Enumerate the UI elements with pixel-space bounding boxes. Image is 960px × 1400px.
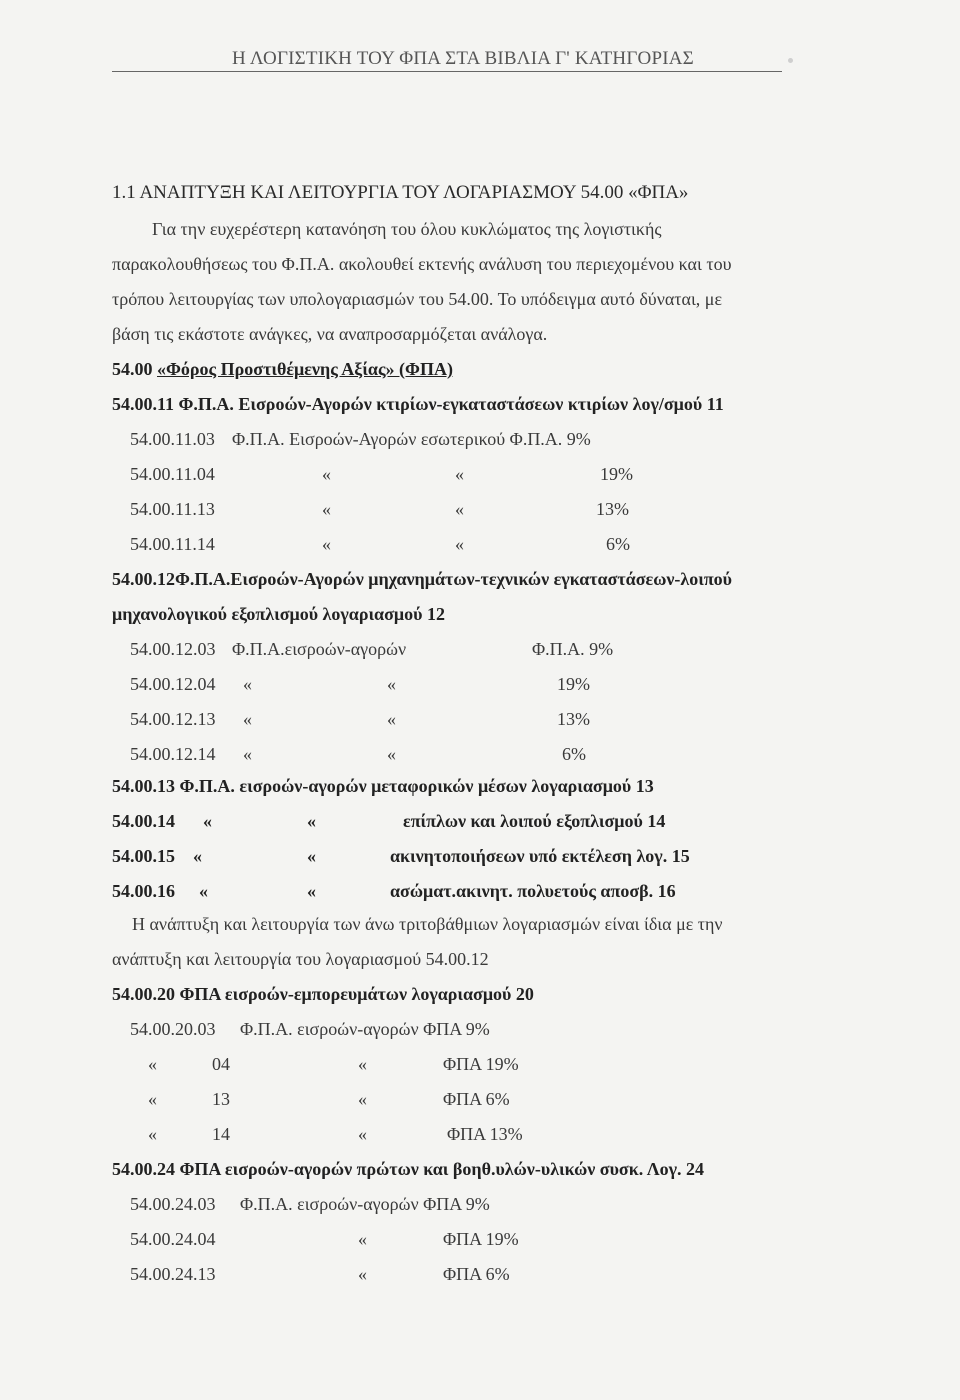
account-540024-04-code: 54.00.24.04 [130,1229,216,1249]
account-5400-name: «Φόρος Προστιθέμενης Αξίας» (ΦΠΑ) [157,359,453,379]
running-header: Η ΛΟΓΙΣΤΙΚΗ ΤΟΥ ΦΠΑ ΣΤΑ ΒΙΒΛΙΑ Γ' ΚΑΤΗΓΟΡΙΑΣ [232,48,694,69]
account-540024-03-text: Φ.Π.Α. εισροών-αγορών ΦΠΑ 9% [240,1194,490,1214]
account-540020-title: 54.00.20 ΦΠΑ εισροών-εμπορευμάτων λογαριασμού 20 [112,984,534,1004]
intro-line-4: βάση τις εκάστοτε ανάγκες, να αναπροσαρμόζεται ανάλογα. [112,324,548,344]
account-540012-14-ditto-1: « [243,744,252,764]
account-540013-title: 54.00.13 Φ.Π.Α. εισροών-αγορών μεταφορικών μέσων λογαριασμού 13 [112,776,654,796]
account-540015-ditto-1: « [193,846,202,866]
account-540020-14-ditto-1: « [358,1124,367,1144]
account-5400-code: 54.00 [112,359,153,379]
account-540011-04-rate: 19% [600,464,633,484]
account-540024-04-text: ΦΠΑ 19% [443,1229,519,1249]
account-540020-03-text: Φ.Π.Α. εισροών-αγορών ΦΠΑ 9% [240,1019,490,1039]
account-540012-13-rate: 13% [557,709,590,729]
account-540016-ditto-2: « [307,881,316,901]
account-540012-03-code: 54.00.12.03 [130,639,216,659]
account-540011-04-code: 54.00.11.04 [130,464,215,484]
account-540020-14-code: 14 [212,1124,230,1144]
account-540011-04-ditto-1: « [322,464,331,484]
account-540014-text: επίπλων και λοιπού εξοπλισμού 14 [403,811,666,831]
section-title: 1.1 ΑΝΑΠΤΥΞΗ ΚΑΙ ΛΕΙΤΟΥΡΓΙΑ ΤΟΥ ΛΟΓΑΡΙΑΣΜΟΥ 54.00 «ΦΠΑ» [112,182,689,203]
account-540012-03-rate: Φ.Π.Α. 9% [532,639,614,659]
account-540012-title-line-2: μηχανολογικού εξοπλισμού λογαριασμού 12 [112,604,445,624]
account-540012-14-ditto-2: « [387,744,396,764]
account-540020-04-text: ΦΠΑ 19% [443,1054,519,1074]
account-540024-03-code: 54.00.24.03 [130,1194,216,1214]
account-540011-title: 54.00.11 Φ.Π.Α. Εισροών-Αγορών κτιρίων-εγκαταστάσεων κτιρίων λογ/σμού 11 [112,394,724,414]
account-540020-13-text: ΦΠΑ 6% [443,1089,510,1109]
account-540015-code: 54.00.15 [112,846,175,866]
account-540020-13-ditto-1: « [358,1089,367,1109]
account-540024-title: 54.00.24 ΦΠΑ εισροών-αγορών πρώτων και βοηθ.υλών-υλικών συσκ. Λογ. 24 [112,1159,705,1179]
account-540014-ditto-1: « [203,811,212,831]
account-540012-04-rate: 19% [557,674,590,694]
account-540020-14-ditto-0: « [148,1124,157,1144]
account-540015-text: ακινητοποιήσεων υπό εκτέλεση λογ. 15 [390,846,690,866]
account-540012-14-rate: 6% [562,744,586,764]
account-540020-03-code: 54.00.20.03 [130,1019,216,1039]
account-540020-04-ditto-1: « [358,1054,367,1074]
account-540012-04-ditto-1: « [243,674,252,694]
intro-line-2: παρακολουθήσεως του Φ.Π.Α. ακολουθεί εκτενής ανάλυση του περιεχομένου και του [112,254,732,274]
account-540012-title-line-1: 54.00.12Φ.Π.Α.Εισροών-Αγορών μηχανημάτων-τεχνικών εγκαταστάσεων-λοιπού [112,569,733,589]
account-540011-14-ditto-2: « [455,534,464,554]
account-540015-ditto-2: « [307,846,316,866]
account-5400-heading [112,358,453,380]
account-540011-14-ditto-1: « [322,534,331,554]
intro-line-1: Για την ευχερέστερη κατανόηση του όλου κυκλώματος της λογιστικής [152,219,662,239]
account-540011-04-ditto-2: « [455,464,464,484]
account-540016-text: ασώματ.ακινητ. πολυετούς αποσβ. 16 [390,881,676,901]
account-540024-04-ditto: « [358,1229,367,1249]
account-540024-13-ditto: « [358,1264,367,1284]
account-540016-code: 54.00.16 [112,881,175,901]
account-540016-ditto-1: « [199,881,208,901]
account-540012-13-ditto-2: « [387,709,396,729]
account-540011-13-ditto-1: « [322,499,331,519]
account-540011-13-code: 54.00.11.13 [130,499,215,519]
account-540012-04-code: 54.00.12.04 [130,674,216,694]
account-540012-13-ditto-1: « [243,709,252,729]
page-corner-mark [788,58,793,63]
account-540011-14-rate: 6% [606,534,630,554]
account-540012-03-text: Φ.Π.Α.εισροών-αγορών [232,639,407,659]
account-540011-03-text: Φ.Π.Α. Εισροών-Αγορών εσωτερικού Φ.Π.Α. 9% [232,429,591,449]
account-540020-13-ditto-0: « [148,1089,157,1109]
note-line-1: Η ανάπτυξη και λειτουργία των άνω τριτοβάθμιων λογαριασμών είναι ίδια με την [132,914,723,934]
account-540011-03-code: 54.00.11.03 [130,429,215,449]
account-540011-14-code: 54.00.11.14 [130,534,215,554]
account-540020-14-text: ΦΠΑ 13% [447,1124,523,1144]
account-540011-13-rate: 13% [596,499,629,519]
account-540012-13-code: 54.00.12.13 [130,709,216,729]
account-540012-04-ditto-2: « [387,674,396,694]
account-540024-13-code: 54.00.24.13 [130,1264,216,1284]
account-540011-13-ditto-2: « [455,499,464,519]
account-540020-13-code: 13 [212,1089,230,1109]
header-rule [112,71,782,72]
account-540024-13-text: ΦΠΑ 6% [443,1264,510,1284]
account-540012-14-code: 54.00.12.14 [130,744,216,764]
account-540020-04-ditto-0: « [148,1054,157,1074]
account-540014-ditto-2: « [307,811,316,831]
account-540020-04-code: 04 [212,1054,230,1074]
note-line-2: ανάπτυξη και λειτουργία του λογαριασμού 54.00.12 [112,949,489,969]
intro-line-3: τρόπου λειτουργίας των υπολογαριασμών του 54.00. Το υπόδειγμα αυτό δύναται, με [112,289,723,309]
account-540014-code: 54.00.14 [112,811,175,831]
